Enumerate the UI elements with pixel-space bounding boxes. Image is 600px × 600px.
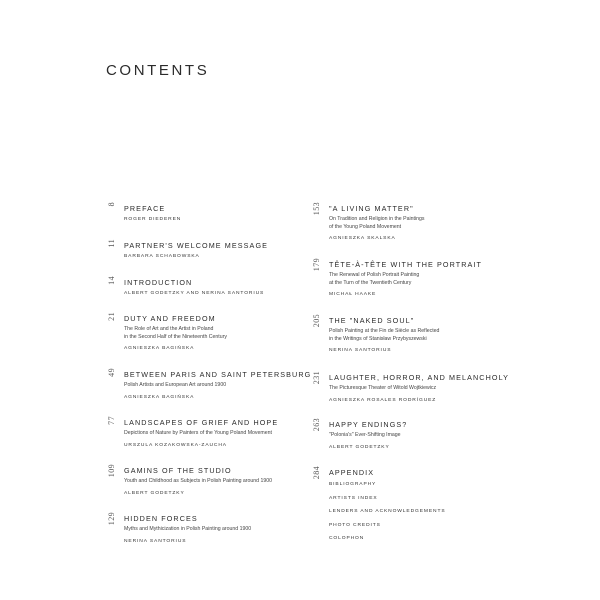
appendix-entry[interactable] (312, 466, 446, 542)
entry-title: LAUGHTER, HORROR, AND MELANCHOLY (329, 373, 510, 382)
page-number: 231 (312, 371, 321, 385)
toc-entry[interactable] (107, 368, 312, 400)
appendix-item[interactable]: BIBLIOGRAPHY (329, 482, 377, 487)
entry-author: ALBERT GODETZKY AND NERINA SANTORIUS (124, 291, 265, 296)
entry-author: ALBERT GODETZKY (124, 490, 185, 496)
page-number: 263 (312, 418, 321, 432)
entry-title: HAPPY ENDINGS? (329, 420, 408, 429)
appendix-item[interactable]: PHOTO CREDITS (329, 522, 381, 528)
entry-subtitle (329, 272, 482, 287)
page-number: 205 (312, 314, 321, 328)
page-number: 153 (312, 202, 321, 216)
entry-author: AGNIESZKA BAGIŃSKA (124, 394, 195, 400)
entry-author: ROGER DIEDEREN (124, 217, 182, 222)
entry-subtitle (329, 328, 439, 343)
page-number: 179 (312, 258, 321, 272)
entry-title: LANDSCAPES OF GRIEF AND HOPE (124, 418, 279, 427)
toc-entry[interactable] (312, 371, 510, 403)
entry-title: BETWEEN PARIS AND SAINT PETERSBURG (124, 370, 312, 379)
entry-subtitle (124, 526, 251, 534)
entry-subtitle (124, 478, 272, 486)
page-number: 77 (107, 416, 116, 425)
appendix-item[interactable]: ARTISTS INDEX (329, 495, 378, 501)
entry-author: AGNIESZKA BAGIŃSKA (124, 346, 195, 352)
entry-subtitle-line: Myths and Mythicization in Polish Painting around 1900 (124, 526, 252, 532)
entry-title: TÊTE-À-TÊTE WITH THE PORTRAIT (329, 260, 483, 269)
entry-subtitle-line: On Tradition and Religion in the Paintings (329, 216, 425, 222)
entry-subtitle-line: The Renewal of Polish Portrait Painting (329, 272, 420, 278)
entry-subtitle-line: The Picturesque Theater of Witold Wojtkiewicz (329, 385, 437, 391)
entry-author: MICHAŁ HAAKE (329, 292, 377, 298)
entry-author: NERINA SANTORIUS (124, 538, 187, 544)
page-number: 129 (107, 512, 116, 526)
entry-author: ALBERT GODETZKY (329, 444, 390, 450)
appendix-list (329, 482, 446, 542)
entry-subtitle-line: Polish Painting at the Fin de Siècle as Reflected (329, 328, 440, 334)
entry-author: URSZULA KOZAKOWSKA-ZAUCHA (124, 442, 227, 448)
page-number: 8 (107, 202, 116, 207)
entry-title: INTRODUCTION (124, 278, 193, 287)
entry-author: NERINA SANTORIUS (329, 348, 392, 354)
entry-subtitle-line: at the Turn of the Twentieth Century (329, 279, 412, 286)
entry-subtitle-line: Polish Artists and European Art around 1900 (124, 382, 227, 388)
entry-subtitle (329, 216, 424, 231)
entry-title: DUTY AND FREEDOM (124, 314, 216, 323)
page-number: 21 (107, 312, 116, 321)
toc-entry[interactable] (107, 464, 273, 496)
entry-subtitle (124, 430, 278, 438)
page-number: 109 (107, 464, 116, 478)
entry-subtitle (329, 385, 509, 393)
entry-title: GAMINS OF THE STUDIO (124, 466, 232, 475)
toc-entry[interactable] (312, 314, 440, 354)
toc-entry[interactable] (107, 276, 265, 296)
page-title: CONTENTS (106, 62, 210, 79)
toc-entry[interactable] (312, 418, 408, 450)
appendix-item[interactable]: COLOPHON (329, 536, 365, 542)
appendix-item[interactable]: LENDERS AND ACKNOWLEDGEMENTS (329, 509, 446, 515)
entry-subtitle (124, 382, 311, 390)
entry-title: PREFACE (124, 204, 166, 213)
page-number: 284 (312, 466, 321, 480)
toc-entry[interactable] (107, 512, 252, 544)
entry-title: HIDDEN FORCES (124, 514, 198, 523)
entry-subtitle-line: The Role of Art and the Artist in Poland (124, 326, 214, 332)
page-number: 49 (107, 368, 116, 377)
entry-author: AGNIESZKA ROSALES RODRÍGUEZ (329, 397, 437, 403)
entry-author: AGNIESZKA SKALSKA (329, 236, 396, 242)
toc-entry[interactable] (107, 416, 279, 448)
entry-author: BARBARA SCHABOWSKA (124, 254, 200, 259)
toc-entry[interactable] (107, 312, 227, 352)
entry-title: "A LIVING MATTER" (329, 204, 414, 213)
page-number: 11 (107, 239, 116, 248)
entry-title: APPENDIX (329, 468, 375, 477)
entry-title: PARTNER'S WELCOME MESSAGE (124, 241, 269, 250)
entry-subtitle-line: Youth and Childhood as Subjects in Polish Painting around 1900 (124, 478, 273, 484)
entry-subtitle-line: Depictions of Nature by Painters of the Young Poland Movement (124, 430, 272, 436)
toc-entry[interactable] (107, 239, 269, 259)
toc-entry[interactable] (312, 258, 483, 298)
entry-subtitle-line: of the Young Poland Movement (329, 223, 402, 230)
entry-title: THE "NAKED SOUL" (329, 316, 415, 325)
entry-subtitle-line: in the Writings of Stanisław Przybyszewski (329, 335, 427, 342)
entry-subtitle (329, 432, 407, 440)
toc-entry[interactable] (107, 202, 182, 222)
entry-subtitle-line: "Polonia's" Ever-Shifting Image (329, 432, 401, 438)
toc-entry[interactable] (312, 202, 425, 242)
page-number: 14 (107, 276, 116, 285)
entry-subtitle-line: in the Second Half of the Nineteenth Century (124, 333, 227, 340)
entry-subtitle (124, 326, 227, 341)
